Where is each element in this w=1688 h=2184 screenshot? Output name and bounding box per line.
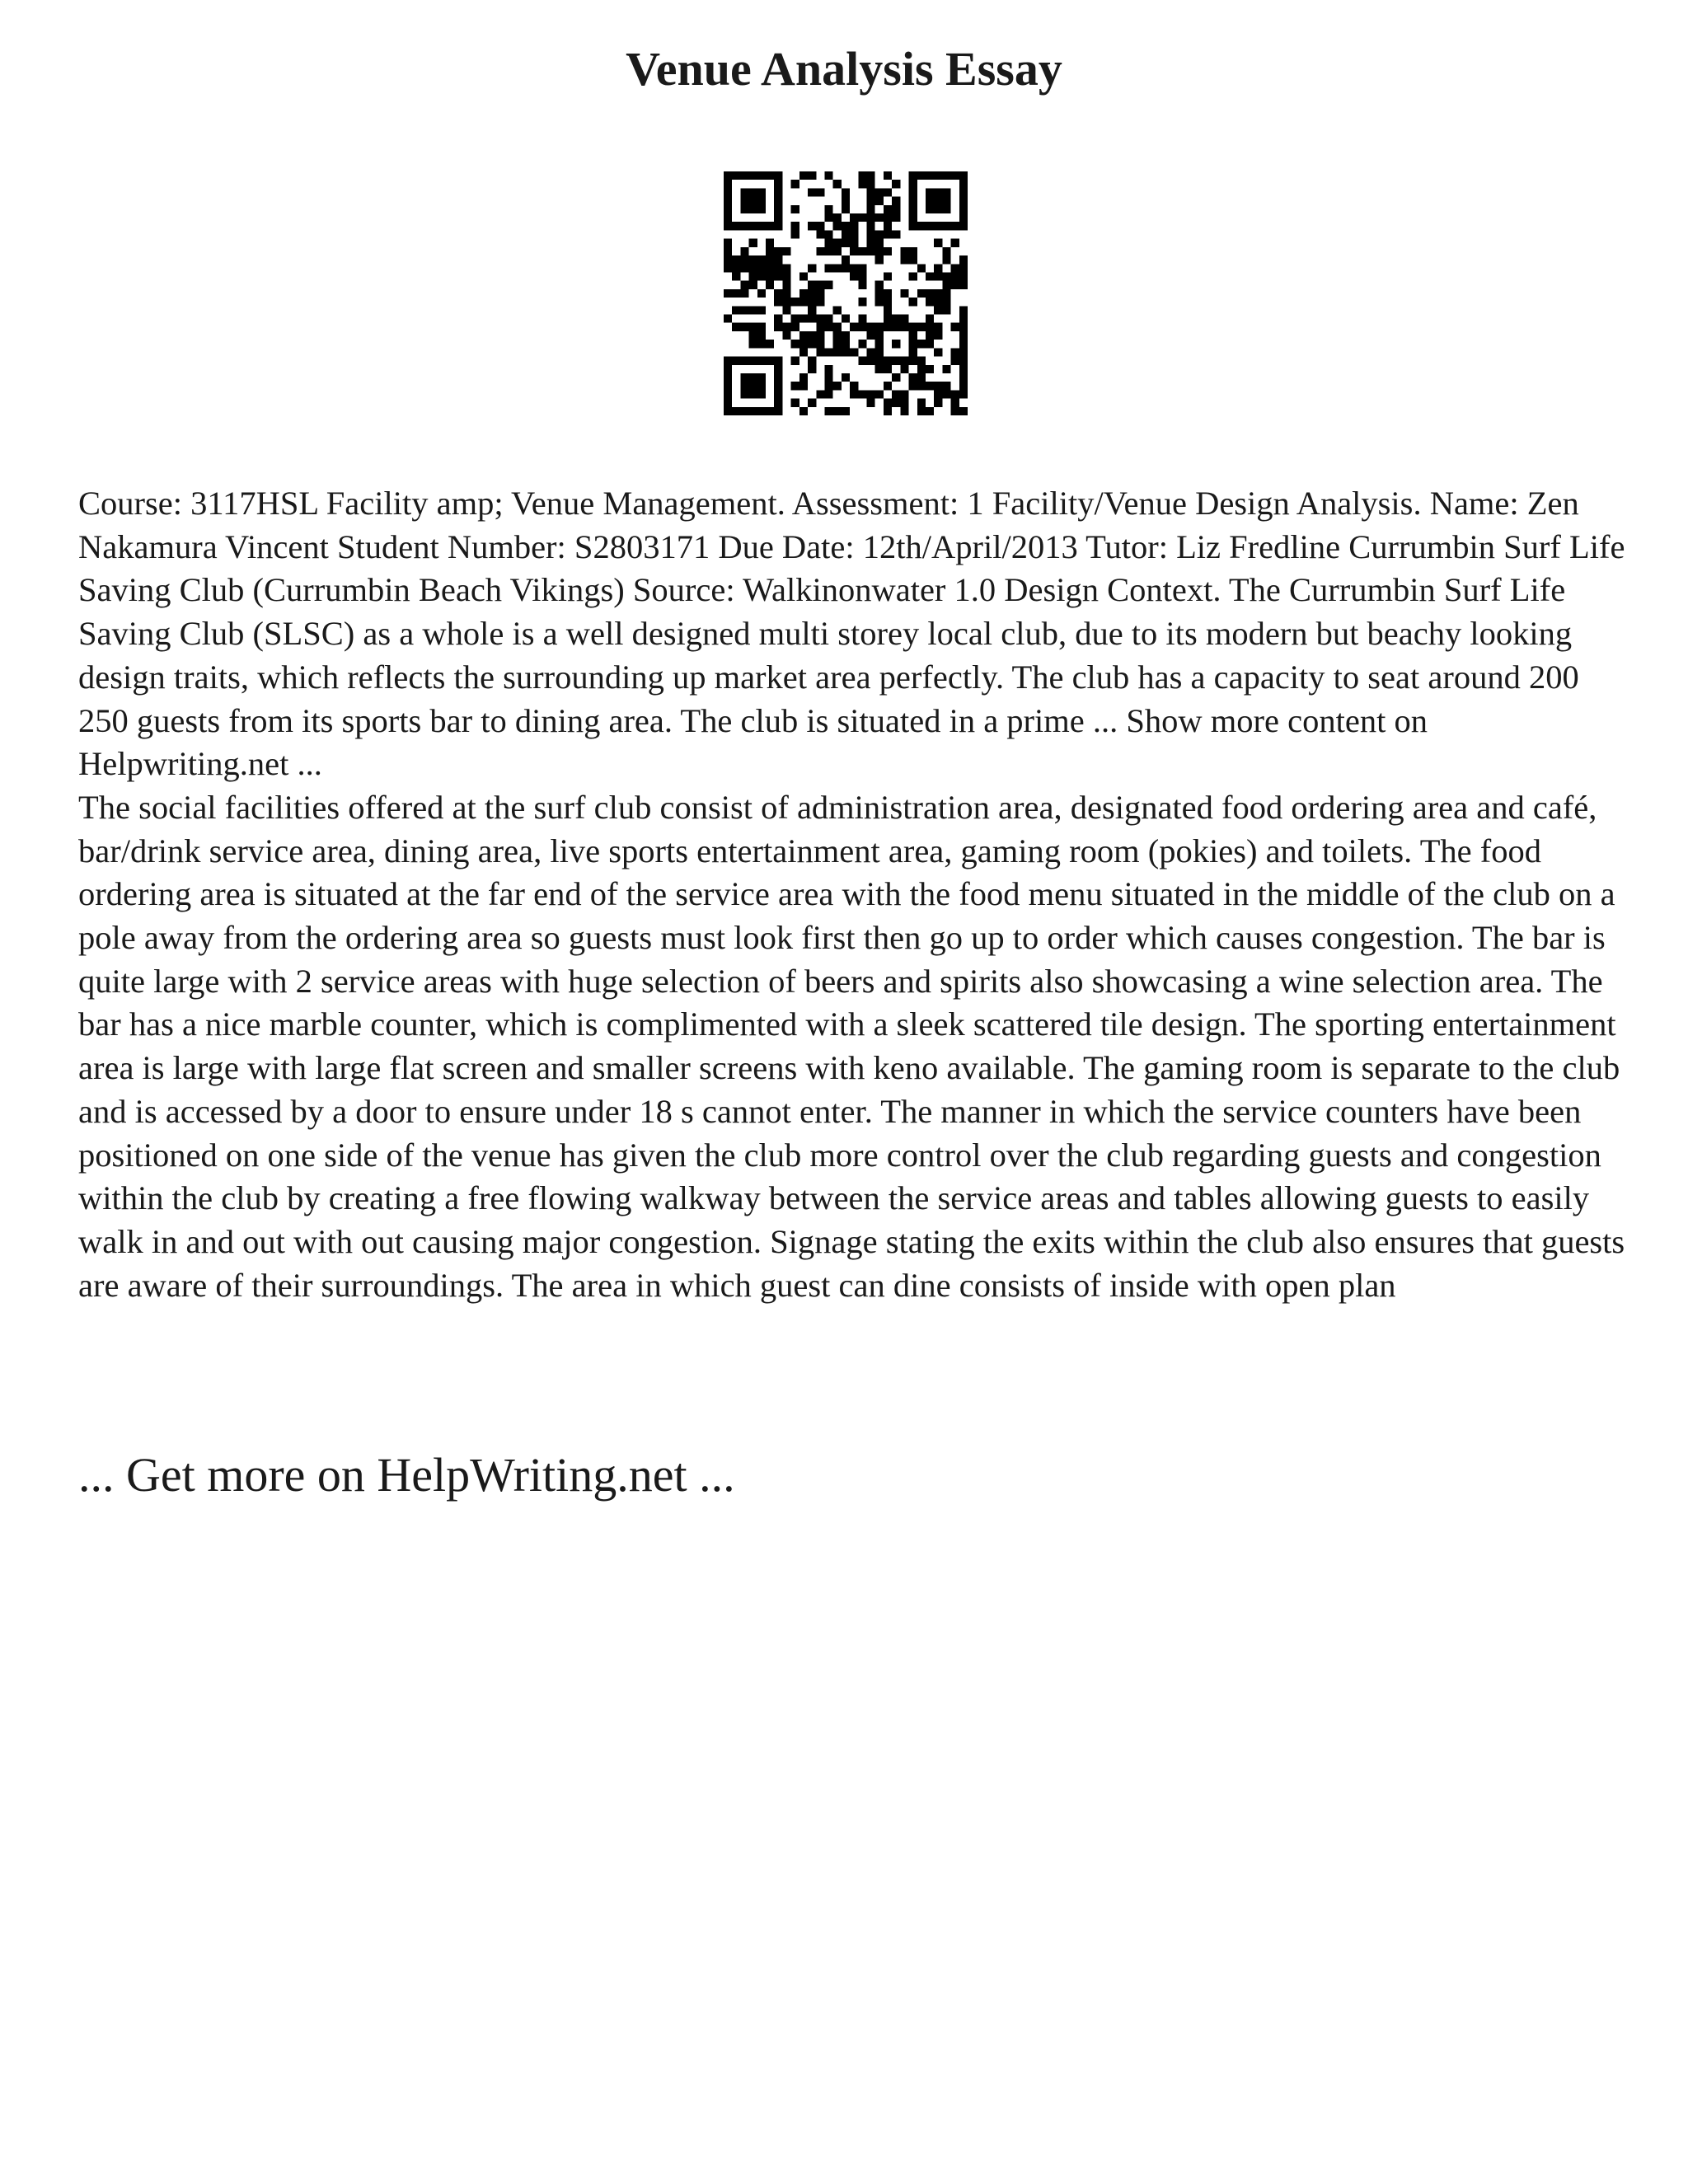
get-more-link[interactable]: ... Get more on HelpWriting.net ... [78,1448,735,1502]
essay-paragraph: Course: 3117HSL Facility amp; Venue Management. Assessment: 1 Facility/Venue Design Analysis. Name: Zen Nakamura Vincent Student Number: S2803171 Due Date: 12th/April/2013 Tutor: Liz Fredline Currumbin Surf Life Saving Club (Currumbin Beach Vikings) Source: Walkinonwater 1.0 Design Context. The Currumbin Surf Life Saving Club (SLSC) as a whole is a well designed multi storey local club, due to its modern but beachy looking design traits, which reflects the surrounding up market area perfectly. The club has a capacity to seat around 200 250 guests from its sports bar to dining area. The club is situated in a prime ... Show more content on Helpwriting.net ... [78,485,1625,783]
essay-body [78,482,1628,1307]
qr-code-icon [724,171,968,415]
page-title: Venue Analysis Essay [626,42,1062,96]
essay-paragraph: The social facilities offered at the surf club consist of administration area, designated food ordering area and café, bar/drink service area, dining area, live sports entertainment area, gaming room (pokies) and toilets. The food ordering area is situated at the far end of the service area with the food menu situated in the middle of the club on a pole away from the ordering area so guests must look first then go up to order which causes congestion. The bar is quite large with 2 service areas with huge selection of beers and spirits also showcasing a wine selection area. The bar has a nice marble counter, which is complimented with a sleek scattered tile design. The sporting entertainment area is large with large flat screen and smaller screens with keno available. The gaming room is separate to the club and is accessed by a door to ensure under 18 s cannot enter. The manner in which the service counters have been positioned on one side of the venue has given the club more control over the club regarding guests and congestion within the club by creating a free flowing walkway between the service areas and tables allowing guests to easily walk in and out with out causing major congestion. Signage stating the exits within the club also ensures that guests are aware of their surroundings. The area in which guest can dine consists of inside with open plan [78,788,1625,1304]
